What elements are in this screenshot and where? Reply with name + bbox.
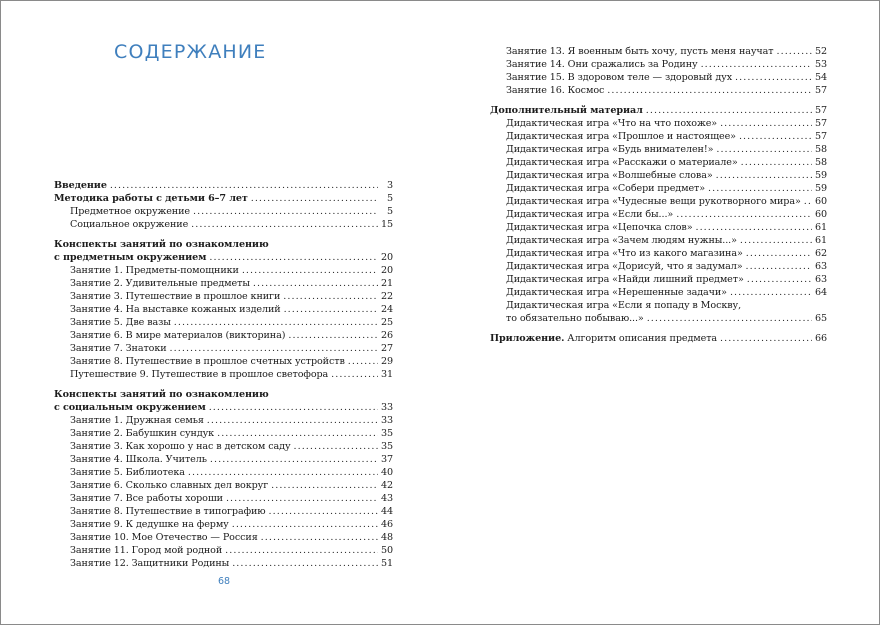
- toc-entry-page: 43: [380, 493, 393, 504]
- dot-leader: [739, 130, 812, 143]
- toc-entry-title: Занятие 1. Предметы-помощники: [70, 265, 239, 276]
- toc-entry: [490, 117, 827, 130]
- dot-leader: [607, 84, 812, 97]
- toc-entry-title: Методика работы с детьми 6–7 лет: [54, 193, 248, 204]
- toc-entry-page: 24: [380, 304, 393, 315]
- toc-entry-title: Путешествие 9. Путешествие в прошлое светофора: [70, 369, 329, 380]
- toc-entry-page: 57: [814, 85, 827, 96]
- toc-entry-page: 3: [386, 180, 393, 191]
- toc-entry-page: 63: [814, 261, 827, 272]
- dot-leader: [720, 332, 812, 345]
- toc-entry-title: Занятие 8. Путешествие в типографию: [70, 506, 266, 517]
- toc-entry-title: Занятие 12. Защитники Родины: [70, 558, 230, 569]
- toc-entry: [54, 316, 393, 329]
- toc-entry: [54, 414, 393, 427]
- toc-entry-title: Занятие 9. К дедушке на ферму: [70, 519, 229, 530]
- toc-entry-title: Дидактическая игра «Найди лишний предмет»: [506, 274, 744, 285]
- toc-entry-page: 27: [380, 343, 393, 354]
- toc-entry: [54, 264, 393, 277]
- toc-entry: [490, 169, 827, 182]
- toc-entry-page: 40: [380, 467, 393, 478]
- toc-entry-title: Дидактическая игра «Дорисуй, что я задумал»: [506, 261, 743, 272]
- dot-leader: [741, 156, 812, 169]
- dot-leader: [348, 355, 378, 368]
- toc-entry: [54, 466, 393, 479]
- dot-leader: [210, 453, 378, 466]
- toc-entry-page: 51: [380, 558, 393, 569]
- dot-leader: [716, 169, 812, 182]
- toc-entry-title: Занятие 14. Они сражались за Родину: [506, 59, 698, 70]
- dot-leader: [232, 518, 378, 531]
- toc-entry-page: 5: [386, 193, 393, 204]
- dot-leader: [804, 195, 812, 208]
- toc-entry-page: 35: [380, 441, 393, 452]
- dot-leader: [209, 251, 378, 264]
- toc-entry-page: 52: [814, 46, 827, 57]
- toc-entry: [54, 251, 393, 264]
- toc-entry: [490, 332, 827, 345]
- toc-entry: [490, 260, 827, 273]
- toc-entry: [54, 479, 393, 492]
- dot-leader: [217, 427, 378, 440]
- toc-entry-title: Занятие 16. Космос: [506, 85, 605, 96]
- toc-entry-page: 66: [814, 333, 827, 344]
- dot-leader: [777, 45, 812, 58]
- toc-entry: [490, 312, 827, 325]
- dot-leader: [253, 277, 378, 290]
- dot-leader: [647, 312, 812, 325]
- dot-leader: [676, 208, 812, 221]
- toc-entry-page: 48: [380, 532, 393, 543]
- toc-entry-title: Занятие 4. На выставке кожаных изделий: [70, 304, 281, 315]
- dot-leader: [284, 303, 378, 316]
- dot-leader: [730, 286, 812, 299]
- toc-entry-page: 20: [380, 252, 393, 263]
- toc-entry-title: Дидактическая игра «Что из какого магазина»: [506, 248, 743, 259]
- dot-leader: [288, 329, 378, 342]
- toc-entry-title: Дидактическая игра «Если я попаду в Москву,: [506, 300, 742, 311]
- toc-right-column: [490, 45, 827, 345]
- toc-entry: [54, 218, 393, 231]
- toc-entry: [54, 388, 393, 401]
- dot-leader: [720, 117, 812, 130]
- toc-entry: [490, 247, 827, 260]
- toc-entry-page: 57: [814, 105, 827, 116]
- toc-entry: [54, 342, 393, 355]
- toc-entry: [490, 104, 827, 117]
- toc-entry-page: 59: [814, 170, 827, 181]
- toc-entry-page: 31: [380, 369, 393, 380]
- toc-entry: [54, 505, 393, 518]
- toc-entry-title: Занятие 5. Две вазы: [70, 317, 171, 328]
- dot-leader: [746, 247, 812, 260]
- toc-entry-page: 33: [380, 402, 393, 413]
- toc-entry-page: 29: [380, 356, 393, 367]
- toc-entry-title: Дидактическая игра «Волшебные слова»: [506, 170, 713, 181]
- toc-entry: [54, 518, 393, 531]
- toc-entry: [54, 192, 393, 205]
- toc-entry-page: 57: [814, 131, 827, 142]
- toc-entry-title: Дидактическая игра «Расскажи о материале»: [506, 157, 738, 168]
- toc-entry-title: Дидактическая игра «Собери предмет»: [506, 183, 706, 194]
- toc-entry-title: Занятие 15. В здоровом теле — здоровый дух: [506, 72, 733, 83]
- dot-leader: [110, 179, 378, 192]
- toc-entry-title: Занятие 7. Все работы хороши: [70, 493, 223, 504]
- toc-entry: [54, 492, 393, 505]
- toc-entry-page: 22: [380, 291, 393, 302]
- toc-entry-page: 42: [380, 480, 393, 491]
- dot-leader: [188, 466, 378, 479]
- toc-entry-page: 63: [814, 274, 827, 285]
- dot-leader: [226, 492, 378, 505]
- toc-entry: [490, 234, 827, 247]
- toc-entry-page: 44: [380, 506, 393, 517]
- toc-entry-title: Занятие 6. В мире материалов (викторина): [70, 330, 286, 341]
- toc-entry: [54, 440, 393, 453]
- toc-entry: [490, 208, 827, 221]
- dot-leader: [331, 368, 378, 381]
- dot-leader: [646, 104, 812, 117]
- dot-leader: [294, 440, 378, 453]
- toc-entry-page: 60: [814, 196, 827, 207]
- toc-entry: [54, 401, 393, 414]
- toc-entry: [490, 195, 827, 208]
- toc-entry-page: 35: [380, 428, 393, 439]
- dot-leader: [740, 234, 812, 247]
- dot-leader: [261, 531, 378, 544]
- dot-leader: [209, 401, 378, 414]
- toc-entry-page: 33: [380, 415, 393, 426]
- toc-entry: [54, 277, 393, 290]
- toc-entry: [54, 238, 393, 251]
- toc-entry: [54, 355, 393, 368]
- toc-entry-title: Занятие 3. Путешествие в прошлое книги: [70, 291, 281, 302]
- toc-entry-page: 25: [380, 317, 393, 328]
- toc-entry-title: Занятие 2. Бабушкин сундук: [70, 428, 215, 439]
- dot-leader: [695, 221, 812, 234]
- toc-entry-title: [490, 332, 717, 345]
- toc-entry-page: 54: [814, 72, 827, 83]
- toc-entry-title: Дидактическая игра «Цепочка слов»: [506, 222, 693, 233]
- toc-entry-page: 15: [380, 219, 393, 230]
- toc-entry-title: Дополнительный материал: [490, 105, 643, 116]
- toc-entry-page: 21: [380, 278, 393, 289]
- toc-entry: [490, 221, 827, 234]
- toc-entry-page: 37: [380, 454, 393, 465]
- toc-entry-title: Предметное окружение: [70, 206, 190, 217]
- toc-entry-page: 59: [814, 183, 827, 194]
- toc-entry-page: 57: [814, 118, 827, 129]
- dot-leader: [207, 414, 378, 427]
- toc-entry-title: Введение: [54, 180, 107, 191]
- toc-entry-page: 58: [814, 144, 827, 155]
- page-title: СОДЕРЖАНИЕ: [114, 41, 267, 63]
- toc-entry: [54, 427, 393, 440]
- toc-entry-title: Дидактическая игра «Чудесные вещи рукотворного мира»: [506, 196, 801, 207]
- toc-entry-page: 26: [380, 330, 393, 341]
- toc-entry-title: Дидактическая игра «Прошлое и настоящее»: [506, 131, 736, 142]
- toc-entry-title: Дидактическая игра «Будь внимателен!»: [506, 144, 714, 155]
- toc-entry-title: Занятие 2. Удивительные предметы: [70, 278, 250, 289]
- toc-entry-title: Занятие 6. Сколько славных дел вокруг: [70, 480, 269, 491]
- toc-entry-title: Дидактическая игра «Зачем людям нужны...»: [506, 235, 737, 246]
- toc-entry: [490, 71, 827, 84]
- dot-leader: [232, 557, 378, 570]
- toc-entry-title: с социальным окружением: [54, 402, 206, 413]
- toc-entry: [490, 299, 827, 312]
- toc-entry: [490, 273, 827, 286]
- toc-entry: [54, 303, 393, 316]
- dot-leader: [735, 71, 812, 84]
- toc-entry-title: Занятие 1. Дружная семья: [70, 415, 204, 426]
- toc-entry-title: Дидактическая игра «Что на что похоже»: [506, 118, 718, 129]
- toc-entry-title: Занятие 8. Путешествие в прошлое счетных устройств: [70, 356, 345, 367]
- toc-entry: [490, 84, 827, 97]
- page-number: 68: [218, 576, 231, 587]
- dot-leader: [716, 143, 812, 156]
- toc-entry-title: Занятие 13. Я военным быть хочу, пусть меня научат: [506, 46, 774, 57]
- toc-entry: [54, 290, 393, 303]
- toc-entry: [490, 58, 827, 71]
- toc-entry-title: то обязательно побываю...»: [506, 313, 644, 324]
- toc-entry: [490, 45, 827, 58]
- dot-leader: [242, 264, 378, 277]
- toc-entry-title: Занятие 5. Библиотека: [70, 467, 185, 478]
- toc-entry: [490, 130, 827, 143]
- toc-entry: [490, 286, 827, 299]
- toc-entry-page: 61: [814, 235, 827, 246]
- toc-entry: [54, 544, 393, 557]
- dot-leader: [225, 544, 378, 557]
- toc-left-column: [54, 179, 393, 570]
- dot-leader: [174, 316, 378, 329]
- toc-entry-title: Занятие 4. Школа. Учитель: [70, 454, 207, 465]
- toc-entry: [490, 143, 827, 156]
- dot-leader: [745, 260, 812, 273]
- toc-entry-page: 65: [814, 313, 827, 324]
- toc-entry: [490, 156, 827, 169]
- toc-entry-title: Занятие 3. Как хорошо у нас в детском саду: [70, 441, 291, 452]
- dot-leader: [269, 505, 378, 518]
- toc-entry-title: Занятие 10. Мое Отечество — Россия: [70, 532, 258, 543]
- dot-leader: [193, 205, 378, 218]
- toc-entry-page: 50: [380, 545, 393, 556]
- toc-entry-title: Конспекты занятий по ознакомлению: [54, 239, 269, 250]
- dot-leader: [271, 479, 378, 492]
- toc-entry: [54, 368, 393, 381]
- toc-entry: [54, 453, 393, 466]
- toc-entry: [54, 557, 393, 570]
- toc-entry-page: 5: [386, 206, 393, 217]
- toc-entry-page: 62: [814, 248, 827, 259]
- dot-leader: [191, 218, 378, 231]
- toc-entry-title: Занятие 11. Город мой родной: [70, 545, 223, 556]
- toc-entry-page: 58: [814, 157, 827, 168]
- toc-entry: [54, 205, 393, 218]
- dot-leader: [747, 273, 812, 286]
- toc-entry-page: 60: [814, 209, 827, 220]
- toc-entry-page: 46: [380, 519, 393, 530]
- dot-leader: [251, 192, 378, 205]
- dot-leader: [701, 58, 812, 71]
- toc-entry-title: Конспекты занятий по ознакомлению: [54, 389, 269, 400]
- toc-entry-title-bold: Приложение.: [490, 333, 565, 344]
- toc-entry-page: 20: [380, 265, 393, 276]
- toc-entry-title: Дидактическая игра «Если бы...»: [506, 209, 674, 220]
- toc-entry: [54, 179, 393, 192]
- toc-entry-page: 64: [814, 287, 827, 298]
- toc-entry-title: с предметным окружением: [54, 252, 207, 263]
- dot-leader: [708, 182, 812, 195]
- toc-entry-title-rest: Алгоритм описания предмета: [564, 333, 718, 344]
- toc-entry-title: Дидактическая игра «Нерешенные задачи»: [506, 287, 727, 298]
- toc-entry: [490, 182, 827, 195]
- dot-leader: [170, 342, 378, 355]
- toc-entry-page: 53: [814, 59, 827, 70]
- toc-entry: [54, 329, 393, 342]
- toc-entry: [54, 531, 393, 544]
- toc-entry-title: Социальное окружение: [70, 219, 189, 230]
- toc-entry-title: Занятие 7. Знатоки: [70, 343, 167, 354]
- toc-entry-page: 61: [814, 222, 827, 233]
- dot-leader: [283, 290, 378, 303]
